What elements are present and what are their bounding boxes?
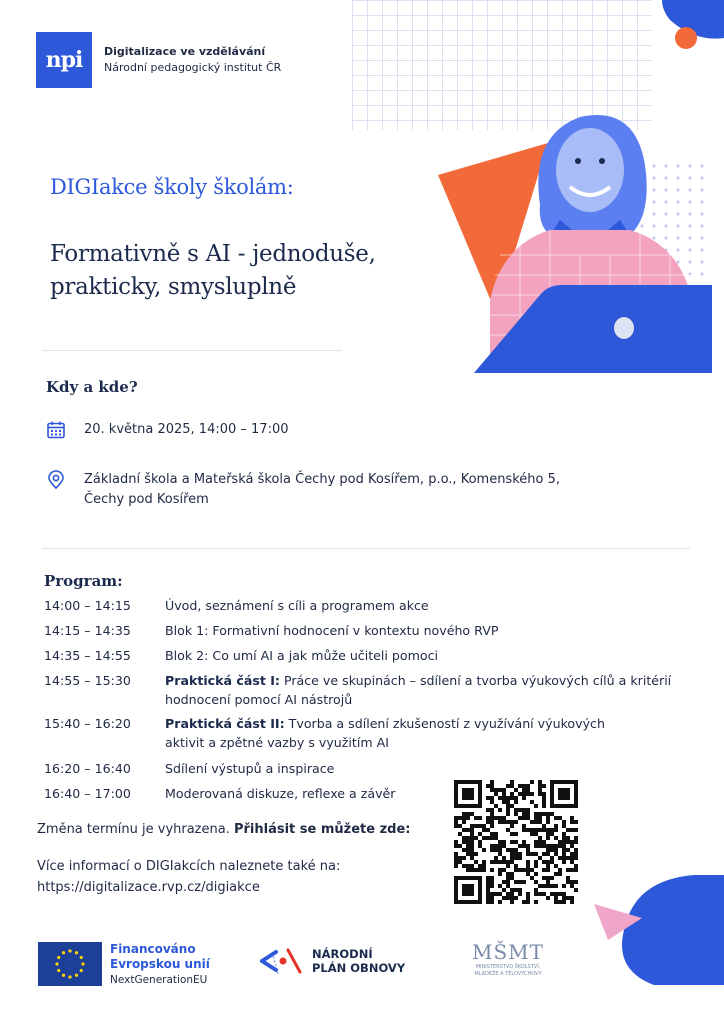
program-heading: Program: bbox=[44, 572, 123, 590]
eu-funding-logo: Financováno Evropskou unií NextGenerationEU bbox=[38, 942, 210, 986]
eu-flag-icon bbox=[38, 942, 102, 986]
program-description: Úvod, seznámení s cíli a programem akce bbox=[165, 598, 429, 613]
npo-mark-icon bbox=[258, 944, 304, 978]
program-row bbox=[44, 784, 724, 803]
program-row bbox=[44, 596, 724, 615]
divider-top bbox=[42, 350, 342, 351]
program-description: Blok 1: Formativní hodnocení v kontextu nového RVP bbox=[165, 623, 499, 638]
program-description: Moderovaná diskuze, reflexe a závěr bbox=[165, 786, 396, 801]
map-pin-icon bbox=[46, 470, 66, 490]
org-subtitle: Národní pedagogický institut ČR bbox=[104, 61, 282, 74]
program-time: 16:40 – 17:00 bbox=[44, 786, 131, 801]
program-time: 14:15 – 14:35 bbox=[44, 623, 131, 638]
npi-logo[interactable]: npi bbox=[36, 32, 92, 88]
event-date-row bbox=[46, 420, 289, 440]
program-row bbox=[44, 759, 724, 778]
program-description: Praktická část II: Tvorba a sdílení zkušeností z využívání výukových aktivit a zpětné vazby s využitím AI bbox=[165, 716, 605, 750]
program-time: 15:40 – 16:20 bbox=[44, 716, 131, 731]
registration-qr-code[interactable] bbox=[454, 780, 578, 904]
calendar-icon bbox=[46, 420, 66, 440]
program-time: 14:55 – 15:30 bbox=[44, 673, 131, 688]
msmt-logo: MŠMT MINISTERSTVO ŠKOLSTVÍ, MLÁDEŽE A TĚLOVÝCHOVY bbox=[472, 940, 544, 977]
registration-note: Změna termínu je vyhrazena. Přihlásit se můžete zde: bbox=[37, 822, 411, 837]
when-where-heading: Kdy a kde? bbox=[46, 378, 138, 396]
corner-blue-shape bbox=[640, 0, 724, 60]
event-series-title: DIGIakce školy školám: bbox=[50, 175, 294, 199]
program-label: Praktická část II: bbox=[165, 716, 285, 731]
program-row bbox=[44, 671, 724, 709]
program-description: Praktická část I: Práce ve skupinách – sdílení a tvorba výukových cílů a kritérií hodnocení pomocí AI nástrojů bbox=[165, 673, 672, 707]
more-info-link[interactable]: https://digitalizace.rvp.cz/digiakce bbox=[37, 880, 260, 895]
program-description: Blok 2: Co umí AI a jak může učiteli pomoci bbox=[165, 648, 439, 663]
event-date: 20. května 2025, 14:00 – 17:00 bbox=[84, 422, 289, 437]
program-description: Sdílení výstupů a inspirace bbox=[165, 761, 335, 776]
program-label: Praktická část I: bbox=[165, 673, 280, 688]
program-row bbox=[44, 646, 724, 665]
event-headline: Formativně s AI - jednoduše, prakticky, smysluplně bbox=[50, 241, 376, 300]
program-time: 14:35 – 14:55 bbox=[44, 648, 131, 663]
program-time: 14:00 – 14:15 bbox=[44, 598, 131, 613]
registration-cta: Přihlásit se můžete zde: bbox=[233, 822, 411, 837]
divider-middle bbox=[42, 548, 690, 549]
more-info: Více informací o DIGIakcích naleznete také na: https://digitalizace.rvp.cz/digiakce bbox=[37, 856, 340, 898]
org-title: Digitalizace ve vzdělávání bbox=[104, 45, 266, 58]
bottom-decoration bbox=[594, 870, 724, 990]
program-row bbox=[44, 714, 724, 752]
program-time: 16:20 – 16:40 bbox=[44, 761, 131, 776]
event-place: Základní škola a Mateřská škola Čechy pod Kosířem, p.o., Komenského 5, Čechy pod Kosířem bbox=[84, 472, 560, 507]
event-place-row bbox=[46, 470, 594, 510]
npo-logo: NÁRODNÍ PLÁN OBNOVY bbox=[258, 944, 405, 978]
program-row bbox=[44, 621, 724, 640]
hero-illustration bbox=[430, 95, 720, 385]
